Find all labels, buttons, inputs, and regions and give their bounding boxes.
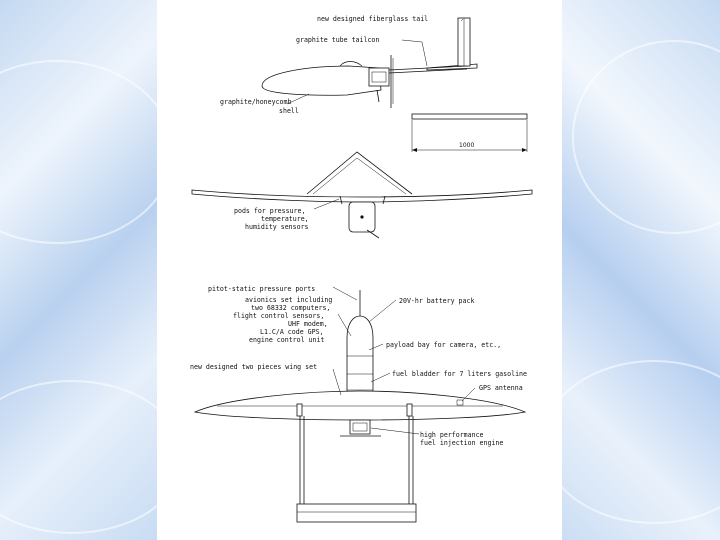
background-swirl	[0, 60, 174, 244]
left-background-panel	[0, 0, 157, 540]
shell-label: graphite/honeycomb	[220, 98, 292, 106]
tail-label: new designed fiberglass tail	[317, 15, 429, 23]
avionics-line: flight control sensors,	[233, 312, 325, 320]
payload-label: payload bay for camera, etc.,	[386, 341, 502, 349]
boom-label: graphite tube tailcon	[296, 36, 380, 44]
canopy	[340, 62, 362, 67]
top-view	[195, 287, 525, 522]
pods-label-2: temperature,	[261, 215, 309, 223]
leader-line	[402, 40, 422, 42]
fuel-label: fuel bladder for 7 liters gasoline	[392, 370, 527, 378]
shell-label-2: shell	[279, 107, 299, 115]
wing-fin-left	[297, 404, 302, 416]
side-view	[262, 18, 477, 108]
front-view	[192, 152, 532, 238]
uav-technical-drawing	[157, 0, 562, 540]
prop-hub	[360, 215, 363, 218]
pods-label-3: humidity sensors	[245, 223, 309, 231]
right-background-panel	[562, 0, 720, 540]
leader-line	[369, 300, 396, 322]
pods-label: pods for pressure,	[234, 207, 306, 215]
scale-bar-label: 1000	[459, 142, 475, 149]
wing-front	[192, 190, 532, 202]
avionics-line: two 68332 computers,	[251, 304, 331, 312]
avionics-line: avionics set including	[245, 296, 333, 304]
leader-line	[371, 373, 390, 382]
avionics-label-block	[233, 296, 332, 344]
avionics-line: engine control unit	[249, 336, 325, 344]
fuselage-pod	[262, 66, 381, 95]
gps-label: GPS antenna	[479, 384, 523, 392]
horizontal-tail-top	[297, 504, 416, 522]
leader-line	[333, 287, 357, 300]
landing-gear	[377, 90, 379, 102]
background-swirl	[542, 360, 720, 524]
v-tail	[307, 152, 412, 194]
wing-top	[195, 391, 525, 420]
engine-label-2: fuel injection engine	[420, 439, 504, 447]
wing-label: new designed two pieces wing set	[190, 363, 318, 371]
wing-fin-right	[407, 404, 412, 416]
background-swirl	[572, 40, 720, 234]
battery-label: 20V-hr battery pack	[399, 297, 475, 305]
avionics-line: L1.C/A code GPS,	[260, 328, 324, 336]
leader-line	[371, 428, 419, 434]
pitot-label: pitot-static pressure ports	[208, 285, 316, 293]
avionics-line: UHF modem,	[288, 320, 328, 328]
uav-drawing-sheet	[157, 0, 562, 540]
engine-label: high performance	[420, 431, 484, 439]
